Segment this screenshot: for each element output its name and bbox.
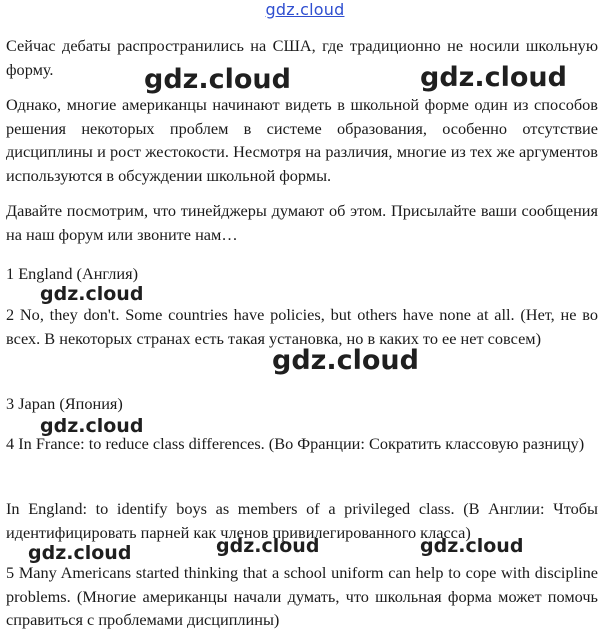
paragraph-1: Сейчас дебаты распространились на США, где традиционно не носили школьную форму.	[6, 36, 598, 79]
watermark-text: gdz.cloud	[420, 535, 524, 557]
watermark-text: gdz.cloud	[216, 535, 320, 557]
top-watermark-link[interactable]: gdz.cloud	[265, 0, 345, 19]
answer-5: 5 Many Americans started thinking that a school uniform can help to cope with discipline problems. (Многие американцы начали думать, что школьная форма может помочь справиться с проблемами дисциплины)	[6, 563, 598, 629]
watermark-text: gdz.cloud	[40, 283, 144, 305]
watermark-text: gdz.cloud	[420, 62, 567, 93]
answer-1: 1 England (Англия)	[6, 264, 139, 283]
paragraph-3: Давайте посмотрим, что тинейджеры думают об этом. Присылайте ваши сообщения на наш форум или звоните нам…	[6, 201, 598, 244]
answer-3: 3 Japan (Япония)	[6, 394, 123, 413]
watermark-text: gdz.cloud	[144, 64, 291, 95]
answer-4: 4 In France: to reduce class differences. (Во Франции: Сократить классовую разницу)	[6, 434, 585, 453]
watermark-text: gdz.cloud	[28, 542, 132, 564]
watermark-text: gdz.cloud	[272, 345, 419, 376]
answer-4-england: In England: to identify boys as members of a privileged class. (В Англии: Чтобы идентифицировать парней как членов привилегированного класса)	[6, 499, 598, 542]
paragraph-2: Однако, многие американцы начинают видеть в школьной форме один из способов решения некоторых проблем в системе образования, особенно отсутствие дисциплины и рост жестокости. Несмотря на различия, многие из тех же аргументов используются в обсуждении школьной формы.	[6, 95, 598, 185]
watermark-text: gdz.cloud	[40, 415, 144, 437]
answer-2: 2 No, they don't. Some countries have policies, but others have none at all. (Нет, не во всех. В некоторых странах есть такая установка, но в каких то ее нет совсем)	[6, 305, 598, 348]
